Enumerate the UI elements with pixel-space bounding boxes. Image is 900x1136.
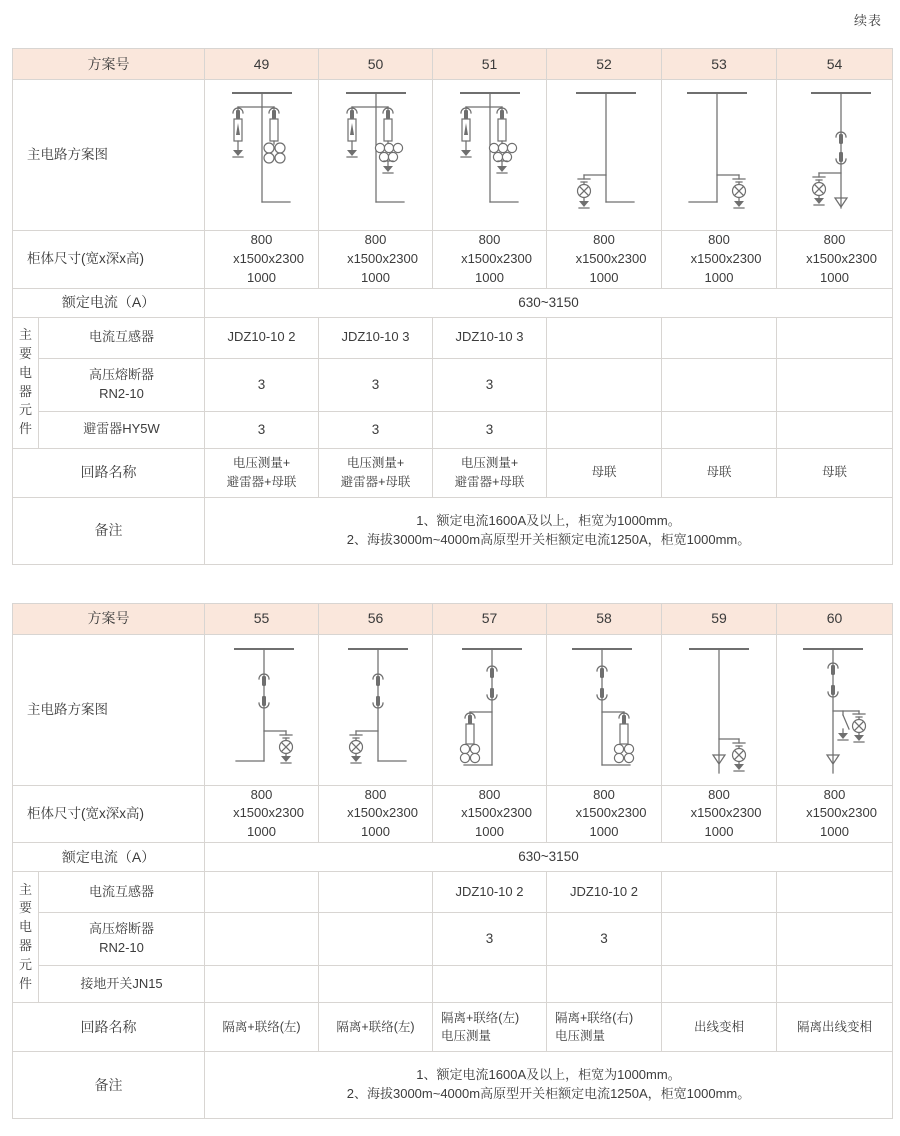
component-value-cell: JDZ10-10 3 (433, 317, 547, 358)
row-label-diagram: 主电路方案图 (13, 634, 205, 785)
component-label-ct: 电流互感器 (39, 317, 205, 358)
circuit-name-cell (547, 1003, 662, 1052)
circuit-name-line-1: 电压测量+ (460, 456, 519, 471)
circuit-name-cell (777, 448, 893, 497)
component-label-earthing-switch: 接地开关JN15 (39, 966, 205, 1003)
component-value-cell (547, 317, 662, 358)
size-line-1: 800 (478, 232, 501, 247)
size-line-2: x1500x2300 (347, 805, 418, 821)
table1-component-row-arrester (13, 411, 893, 448)
circuit-name-line-1: 母联 (821, 465, 847, 480)
row-label-cabinet-size: 柜体尺寸(宽x深x高) (13, 785, 205, 843)
circuit-diagram-50 (319, 80, 433, 231)
component-value-cell: JDZ10-10 2 (547, 872, 662, 913)
table1-circuit-name-row (13, 448, 893, 497)
component-label-line-1: 高压熔断器 (88, 921, 154, 937)
vlabel-char: 器 (18, 383, 32, 399)
schematic-svg-53 (669, 80, 769, 230)
table1-diagram-row (13, 80, 893, 231)
component-value-cell (662, 358, 777, 411)
component-value-cell: 3 (205, 411, 319, 448)
row-label-cabinet-size: 柜体尺寸(宽x深x高) (13, 231, 205, 289)
cabinet-size-cell (547, 231, 662, 289)
scheme-number-cell: 60 (777, 603, 893, 634)
cabinet-size-cell (319, 231, 433, 289)
circuit-diagram-49 (205, 80, 319, 231)
component-value-cell: JDZ10-10 2 (205, 317, 319, 358)
schematic-svg-51 (440, 80, 540, 230)
row-label-main-components (13, 872, 39, 1003)
component-value-cell (777, 411, 893, 448)
component-value-cell (205, 966, 319, 1003)
circuit-name-cell (662, 448, 777, 497)
circuit-diagram-56 (319, 634, 433, 785)
table1-header-row (13, 49, 893, 80)
size-line-1: 800 (708, 786, 730, 802)
size-line-2: x1500x2300 (575, 805, 647, 821)
circuit-diagram-59 (662, 634, 777, 785)
circuit-name-line-2: 电压测量 (555, 1029, 606, 1044)
cabinet-size-cell (433, 785, 547, 843)
remarks-content (205, 497, 893, 564)
component-value-cell (547, 411, 662, 448)
remark-line: 2、海拔3000m~4000m高原型开关柜额定电流1250A，柜宽1000mm。 (346, 1086, 751, 1102)
table1-remarks-row (13, 497, 893, 564)
table2-rated-current-row (13, 843, 893, 872)
cabinet-size-cell (777, 785, 893, 843)
component-value-cell: 3 (433, 411, 547, 448)
remark-line: 2、海拔3000m~4000m高原型开关柜额定电流1250A，柜宽1000mm。 (346, 531, 751, 547)
component-value-cell: JDZ10-10 2 (433, 872, 547, 913)
row-label-rated-current: 额定电流（A） (13, 843, 205, 872)
circuit-diagram-57 (433, 634, 547, 785)
schematic-svg-54 (785, 80, 885, 230)
component-label-ct: 电流互感器 (39, 872, 205, 913)
component-label-line-1: 高压熔断器 (88, 366, 154, 382)
size-line-2: x1500x2300 (233, 250, 304, 266)
schematic-svg-60 (785, 635, 885, 785)
table2-cabinet-size-row (13, 785, 893, 843)
row-label-diagram: 主电路方案图 (13, 80, 205, 231)
circuit-name-line-1: 出线变相 (693, 1020, 744, 1034)
scheme-number-cell: 59 (662, 603, 777, 634)
circuit-name-line-2: 避雷器+母联 (454, 474, 525, 489)
vlabel-char: 主 (18, 327, 32, 342)
circuit-name-cell (433, 1003, 547, 1052)
size-line-1: 800 (708, 232, 730, 247)
cabinet-size-cell (433, 231, 547, 289)
circuit-name-cell (205, 448, 319, 497)
table1-component-row-fuse (13, 358, 893, 411)
circuit-name-cell (777, 1003, 893, 1052)
scheme-number-cell: 50 (319, 49, 433, 80)
scheme-number-cell: 56 (319, 603, 433, 634)
component-value-cell (662, 913, 777, 966)
circuit-name-line-1: 隔离出线变相 (796, 1020, 872, 1034)
cabinet-size-cell (319, 785, 433, 843)
scheme-number-cell: 51 (433, 49, 547, 80)
circuit-name-line-1: 隔离+联络(左) (222, 1020, 301, 1034)
component-value-cell (433, 966, 547, 1003)
row-label-rated-current: 额定电流（A） (13, 288, 205, 317)
component-value-cell (319, 913, 433, 966)
cabinet-size-cell (205, 785, 319, 843)
circuit-diagram-51 (433, 80, 547, 231)
schematic-svg-49 (212, 80, 312, 230)
circuit-name-line-1: 隔离+联络(左) (441, 1010, 520, 1025)
schematic-svg-58 (554, 635, 654, 785)
circuit-diagram-60 (777, 634, 893, 785)
size-line-1: 800 (250, 232, 273, 247)
circuit-name-line-2: 电压测量 (441, 1029, 492, 1044)
component-label-line-2: RN2-10 (99, 940, 144, 956)
size-line-3: 1000 (704, 269, 734, 285)
size-line-3: 1000 (704, 824, 734, 840)
cabinet-size-cell (662, 231, 777, 289)
schematic-svg-52 (554, 80, 654, 230)
component-value-cell (662, 317, 777, 358)
component-value-cell (777, 966, 893, 1003)
component-value-cell (319, 872, 433, 913)
row-label-scheme-no: 方案号 (13, 49, 205, 80)
row-label-circuit-name: 回路名称 (13, 448, 205, 497)
top-spacer (0, 0, 900, 48)
size-line-2: x1500x2300 (690, 250, 762, 266)
circuit-name-line-1: 母联 (591, 465, 617, 480)
size-line-1: 800 (364, 786, 387, 802)
circuit-name-line-1: 电压测量+ (346, 456, 405, 471)
size-line-3: 1000 (589, 824, 619, 840)
circuit-name-cell (662, 1003, 777, 1052)
rated-current-value: 630~3150 (205, 288, 893, 317)
schematic-svg-57 (440, 635, 540, 785)
size-line-3: 1000 (820, 269, 849, 285)
component-value-cell (777, 317, 893, 358)
component-value-cell (777, 872, 893, 913)
continued-table-label: 续表 (853, 13, 882, 28)
vlabel-char: 要 (18, 900, 32, 916)
vlabel-char: 主 (18, 881, 32, 897)
table1-rated-current-row (13, 288, 893, 317)
component-value-cell (662, 966, 777, 1003)
table1-component-row-ct (13, 317, 893, 358)
size-line-1: 800 (593, 232, 615, 247)
component-value-cell (662, 872, 777, 913)
component-value-cell: 3 (433, 358, 547, 411)
component-value-cell: 3 (547, 913, 662, 966)
vlabel-char: 器 (18, 938, 32, 954)
circuit-diagram-58 (547, 634, 662, 785)
component-value-cell (777, 913, 893, 966)
size-line-3: 1000 (361, 269, 390, 285)
component-value-cell (777, 358, 893, 411)
size-line-2: x1500x2300 (575, 250, 647, 266)
scheme-number-cell: 49 (205, 49, 319, 80)
circuit-name-line-2: 避雷器+母联 (226, 474, 297, 489)
row-label-circuit-name: 回路名称 (13, 1003, 205, 1052)
vlabel-char: 件 (18, 975, 32, 991)
circuit-name-line-1: 母联 (706, 465, 732, 480)
circuit-name-line-1: 电压测量+ (232, 456, 291, 471)
circuit-name-cell (547, 448, 662, 497)
remark-line: 1、额定电流1600A及以上，柜宽为1000mm。 (416, 512, 681, 528)
size-line-2: x1500x2300 (347, 250, 418, 266)
vlabel-char: 要 (18, 345, 32, 361)
vlabel-char: 电 (18, 919, 32, 935)
size-line-2: x1500x2300 (690, 805, 762, 821)
size-line-1: 800 (823, 786, 846, 802)
component-label-arrester: 避雷器HY5W (39, 411, 205, 448)
component-value-cell (662, 411, 777, 448)
scheme-number-cell: 55 (205, 603, 319, 634)
scheme-table-1 (12, 48, 893, 565)
circuit-name-cell (319, 448, 433, 497)
schematic-svg-50 (326, 80, 426, 230)
scheme-number-cell: 58 (547, 603, 662, 634)
component-value-cell: 3 (319, 358, 433, 411)
table2-component-row-earthing-switch (13, 966, 893, 1003)
circuit-diagram-53 (662, 80, 777, 231)
cabinet-size-cell (777, 231, 893, 289)
vlabel-char: 元 (18, 402, 32, 418)
circuit-name-cell (319, 1003, 433, 1052)
table1-cabinet-size-row (13, 231, 893, 289)
table2-diagram-row (13, 634, 893, 785)
size-line-2: x1500x2300 (461, 250, 532, 266)
component-value-cell (205, 872, 319, 913)
scheme-number-cell: 57 (433, 603, 547, 634)
component-value-cell: 3 (205, 358, 319, 411)
schematic-svg-59 (669, 635, 769, 785)
component-value-cell (319, 966, 433, 1003)
scheme-table-2 (12, 603, 893, 1120)
scheme-number-cell: 54 (777, 49, 893, 80)
row-label-remarks: 备注 (13, 497, 205, 564)
size-line-3: 1000 (247, 824, 276, 840)
component-label-fuse (39, 913, 205, 966)
size-line-1: 800 (250, 786, 273, 802)
table2-component-row-fuse (13, 913, 893, 966)
circuit-name-line-2: 避雷器+母联 (340, 474, 411, 489)
size-line-2: x1500x2300 (806, 250, 877, 266)
circuit-name-line-1: 隔离+联络(右) (555, 1010, 634, 1025)
rated-current-value: 630~3150 (205, 843, 893, 872)
size-line-3: 1000 (361, 824, 390, 840)
component-label-line-2: RN2-10 (99, 385, 144, 401)
cabinet-size-cell (205, 231, 319, 289)
row-label-main-components (13, 317, 39, 448)
size-line-3: 1000 (247, 269, 276, 285)
size-line-3: 1000 (820, 824, 849, 840)
component-label-fuse (39, 358, 205, 411)
scheme-number-cell: 52 (547, 49, 662, 80)
vlabel-char: 件 (18, 421, 32, 437)
component-value-cell (547, 966, 662, 1003)
scheme-number-cell: 53 (662, 49, 777, 80)
size-line-3: 1000 (589, 269, 619, 285)
remark-line: 1、额定电流1600A及以上，柜宽为1000mm。 (416, 1067, 681, 1083)
table2-circuit-name-row (13, 1003, 893, 1052)
size-line-1: 800 (593, 786, 615, 802)
circuit-name-line-1: 隔离+联络(左) (336, 1020, 415, 1034)
size-line-1: 800 (478, 786, 501, 802)
table2-header-row (13, 603, 893, 634)
size-line-3: 1000 (475, 269, 504, 285)
size-line-2: x1500x2300 (806, 805, 877, 821)
component-value-cell (205, 913, 319, 966)
circuit-diagram-55 (205, 634, 319, 785)
vlabel-char: 电 (18, 364, 32, 380)
circuit-name-cell (433, 448, 547, 497)
circuit-name-cell (205, 1003, 319, 1052)
component-value-cell (547, 358, 662, 411)
component-value-cell: 3 (433, 913, 547, 966)
component-value-cell: JDZ10-10 3 (319, 317, 433, 358)
size-line-2: x1500x2300 (233, 805, 304, 821)
table-gap (0, 565, 900, 603)
size-line-2: x1500x2300 (461, 805, 532, 821)
cabinet-size-cell (547, 785, 662, 843)
row-label-remarks: 备注 (13, 1052, 205, 1119)
circuit-diagram-52 (547, 80, 662, 231)
remarks-content (205, 1052, 893, 1119)
table2-component-row-ct (13, 872, 893, 913)
row-label-scheme-no: 方案号 (13, 603, 205, 634)
table2-remarks-row (13, 1052, 893, 1119)
circuit-diagram-54 (777, 80, 893, 231)
vlabel-char: 元 (18, 956, 32, 972)
size-line-3: 1000 (475, 824, 504, 840)
size-line-1: 800 (364, 232, 387, 247)
size-line-1: 800 (823, 232, 846, 247)
schematic-svg-56 (326, 635, 426, 785)
cabinet-size-cell (662, 785, 777, 843)
schematic-svg-55 (212, 635, 312, 785)
component-value-cell: 3 (319, 411, 433, 448)
